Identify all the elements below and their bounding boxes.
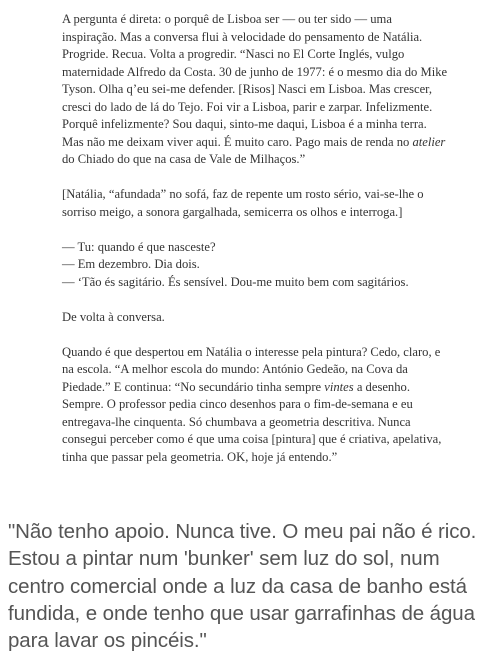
paragraph-text: Quando é que despertou em Natália o interesse pela pintura? Cedo, claro, e na escola. “A melhor escola do mundo: António Gedeão, na Cova da Piedade.” E continua: “No secundário tinha sempre	[62, 344, 441, 394]
dialogue-line: — ‘Tão és sagitário. És sensível. Dou-me muito bem com sagitários.	[62, 274, 409, 289]
paragraph-text: do Chiado do que na casa de Vale de Milhaços.”	[62, 152, 306, 166]
paragraph-text: a desenho. Sempre. O professor pedia cinco desenhos para o fim-de-semana e eu entregava-lhe cinquenta. Só chumbava a geometria descritiva. Nunca consegui perceber como é que uma coisa [pintura] que é criativa, apelativa, tinha que passar pela geometria. OK, hoje já entendo.”	[62, 379, 442, 464]
paragraph-text: [Natália, “afundada” no sofá, faz de repente um rosto sério, vai-se-lhe o sorriso meigo, a sonora gargalhada, semicerra os olhos e interroga.]	[62, 187, 424, 219]
paragraph-pintura	[62, 344, 448, 467]
italic-text: vintes	[324, 379, 354, 394]
dialogue-line: — Em dezembro. Dia dois.	[62, 257, 200, 271]
italic-text: atelier	[412, 134, 446, 149]
dialogue-line: — Tu: quando é que nasceste?	[62, 239, 216, 254]
paragraph-text: A pergunta é direta: o porquê de Lisboa ser — ou ter sido — uma inspiração. Mas a conversa flui à velocidade do pensamento de Natália. Progride. Recua. Volta a progredir. “Nasci no El Corte Inglés, vulgo maternidade Alfredo da Costa. 30 de junho de 1977: é o mesmo dia do Mike Tyson. Olha q’eu sei-me defender. [Risos] Nasci em Lisboa. Mas crescer, cresci do lado de lá do Tejo. Foi vir a Lisboa, parir e zarpar. Infelizmente. Porquê infelizmente? Sou daqui, sinto-me daqui, Lisboa é a minha terra. Mas não me deixam viver aqui. É muito caro. Pago mais de renda no	[62, 12, 448, 149]
dialogue-block	[62, 239, 448, 292]
paragraph-transition: De volta à conversa.	[62, 309, 165, 324]
article-body	[62, 11, 448, 484]
paragraph-stage-direction	[62, 186, 448, 221]
pull-quote: "Não tenho apoio. Nunca tive. O meu pai não é rico. Estou a pintar num 'bunker' sem luz do sol, num centro comercial onde a luz da casa de banho está fundida, e onde tenho que usar garrafinhas de água para lavar os pincéis."	[8, 520, 477, 653]
paragraph-lisboa	[62, 11, 448, 169]
